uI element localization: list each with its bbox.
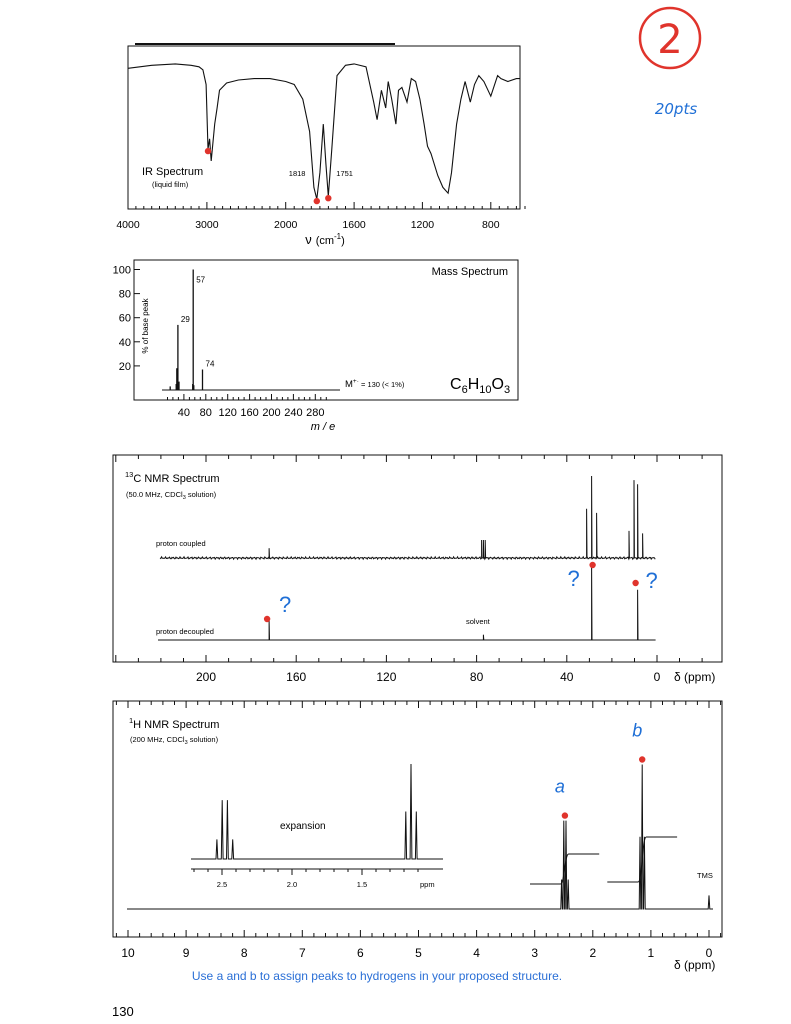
c13-x-tick-label: 0 [653, 670, 661, 684]
c13-x-tick-labels [196, 670, 661, 684]
ms-x-tick-label: 120 [218, 407, 237, 419]
ms-y-tick-label: 40 [118, 336, 131, 349]
ms-y-tick-label: 60 [118, 312, 131, 325]
h1-x-tick-label: 2 [589, 946, 597, 960]
h1-title-sup: 1 [129, 716, 134, 725]
ms-y-tick-label: 100 [112, 264, 131, 277]
h1-x-tick-label: 0 [705, 946, 713, 960]
ms-molecular-ion-value: = 130 (< 1%) [358, 380, 405, 389]
h1-integration-curve [530, 837, 677, 884]
h1-x-tick-label: 8 [240, 946, 248, 960]
c13-peak-marker [632, 580, 638, 586]
ms-x-tick-label: 200 [262, 407, 281, 419]
c13-subtitle-post: solution) [185, 490, 217, 499]
ms-x-axis-label: m / e [310, 421, 336, 433]
ms-peaks [170, 270, 215, 391]
expansion-ticks [194, 869, 418, 889]
ir-x-tick-label: 2000 [274, 219, 298, 231]
formula-c: C [450, 376, 462, 393]
c13-x-tick-label: 80 [469, 670, 484, 684]
h1-x-tick-label: 3 [531, 946, 539, 960]
ir-peak-marker [314, 198, 320, 204]
ms-y-tick-label: 80 [118, 288, 131, 301]
c13-coupled-label: proton coupled [156, 539, 206, 548]
c13-title-text: C NMR Spectrum [133, 473, 220, 485]
ms-y-tick-label: 20 [118, 360, 131, 373]
mass-spectrum [113, 260, 518, 433]
ir-x-tick-label: 1600 [342, 219, 366, 231]
c13-peak-marker [589, 562, 595, 568]
c13-x-tick-label: 200 [195, 670, 217, 684]
formula-h: H [467, 376, 480, 393]
ms-peak-label: 74 [205, 359, 215, 369]
c13-decoupled-trace [158, 564, 656, 640]
ir-x-tick-label: 3000 [195, 219, 219, 231]
c13-x-axis-label: δ (ppm) [674, 670, 716, 684]
ir-x-tick-label: 4000 [116, 219, 140, 231]
ir-x-tick-labels [116, 219, 499, 231]
c13-x-tick-label: 40 [560, 670, 574, 684]
formula-o: O [491, 376, 504, 393]
expansion-trace [191, 764, 443, 859]
ir-spectrum [116, 44, 525, 247]
ir-unit: (cm [315, 235, 335, 247]
expansion-tick-label: 1.5 [356, 880, 368, 889]
h1-x-tick-labels [121, 946, 712, 960]
ir-title: IR Spectrum [142, 166, 204, 178]
ir-trace [128, 64, 525, 199]
h1-subtitle-sub: 3 [184, 740, 188, 746]
ir-x-tick-label: 1200 [410, 219, 435, 231]
h1-subtitle [130, 735, 219, 746]
c13-title-sup: 13 [125, 470, 134, 479]
h1-x-tick-label: 6 [357, 946, 364, 960]
h1-expansion-inset [191, 764, 443, 889]
c13-solvent-label: solvent [466, 617, 490, 626]
ms-molecular-ion-sup: +· [352, 378, 359, 385]
expansion-unit: ppm [420, 880, 435, 889]
h1-nmr-spectrum [113, 701, 722, 972]
h1-x-tick-label: 1 [647, 946, 655, 960]
ir-x-axis-label [305, 232, 345, 247]
h1-assignment-letter: b [632, 720, 643, 741]
formula-c-sub: 6 [461, 384, 468, 396]
expansion-label: expansion [280, 821, 326, 832]
ir-peak-label: 1751 [336, 169, 353, 178]
ir-peak-marker [205, 148, 211, 154]
c13-peak-marker [264, 616, 270, 622]
h1-peak-marker [562, 812, 568, 818]
h1-tms-label: TMS [697, 871, 713, 880]
c13-subtitle [126, 490, 217, 501]
c13-question-mark: ? [567, 566, 580, 591]
h1-subtitle-pre: (200 MHz, CDCl [130, 735, 185, 744]
ms-x-ticks [168, 394, 327, 419]
h1-x-tick-label: 9 [182, 946, 190, 960]
h1-x-tick-label: 4 [473, 946, 480, 960]
ms-x-tick-label: 80 [199, 407, 212, 419]
ms-x-tick-label: 40 [177, 407, 191, 419]
ir-unit-close: ) [341, 235, 345, 247]
c13-coupled-trace [160, 476, 655, 559]
c13-decoupled-label: proton decoupled [156, 627, 214, 636]
ir-peak-labels [289, 169, 353, 178]
ir-peak-label: 1818 [288, 169, 306, 178]
expansion-tick-label: 2.5 [216, 880, 228, 889]
ms-molecular-ion [345, 378, 405, 390]
ms-y-axis-label: % of base peak [141, 298, 150, 354]
c13-subtitle-pre: (50.0 MHz, CDCl [126, 490, 183, 499]
c13-annotations [264, 562, 658, 622]
ms-peak-label: 57 [196, 275, 206, 285]
c13-subtitle-sub: 3 [182, 495, 186, 501]
h1-title-text: H NMR Spectrum [133, 719, 220, 731]
c13-x-tick-label: 160 [286, 670, 307, 684]
ms-x-tick-label: 280 [306, 407, 325, 419]
ms-x-tick-label: 160 [240, 407, 259, 419]
ms-title: Mass Spectrum [431, 266, 508, 278]
ms-molecular-ion-m: M [345, 379, 353, 390]
expansion-tick-label: 2.0 [286, 880, 298, 889]
formula-o-sub: 3 [503, 384, 511, 396]
ir-subtitle: (liquid film) [152, 180, 189, 189]
c13-x-tick-label: 120 [376, 670, 397, 684]
h1-x-tick-label: 5 [415, 946, 422, 960]
ms-peak-label: 29 [180, 314, 190, 324]
h1-assignment-letter: a [554, 776, 565, 797]
h1-peak-marker [639, 756, 645, 762]
h1-x-tick-label: 10 [121, 946, 135, 960]
score-number: 2 [657, 17, 683, 63]
ir-nu-symbol: ν [305, 232, 312, 247]
h1-title [129, 716, 219, 731]
ir-minor-ticks [128, 202, 525, 209]
h1-assignment-annotations [555, 721, 646, 819]
h1-subtitle-post: solution) [187, 735, 219, 744]
ms-formula [450, 376, 510, 396]
score-annotation [640, 8, 700, 118]
ir-x-tick-label: 800 [482, 219, 500, 231]
ir-unit-exp: -1 [334, 232, 342, 241]
c13-question-mark: ? [645, 568, 658, 593]
footer-instruction: Use a and b to assign peaks to hydrogens in your proposed structure. [191, 969, 563, 983]
ir-peak-marker [325, 195, 331, 201]
ms-x-tick-label: 240 [284, 407, 303, 419]
page-number: 130 [112, 1004, 134, 1019]
formula-h-sub: 10 [479, 384, 492, 396]
h1-x-tick-label: 7 [298, 946, 306, 960]
c13-question-mark: ? [278, 592, 292, 617]
ms-y-ticks [113, 265, 140, 373]
h1-x-axis-label: δ (ppm) [674, 958, 716, 972]
c13-title [125, 470, 220, 485]
c13-nmr-spectrum [113, 455, 722, 684]
score-points: 20pts [654, 100, 698, 118]
